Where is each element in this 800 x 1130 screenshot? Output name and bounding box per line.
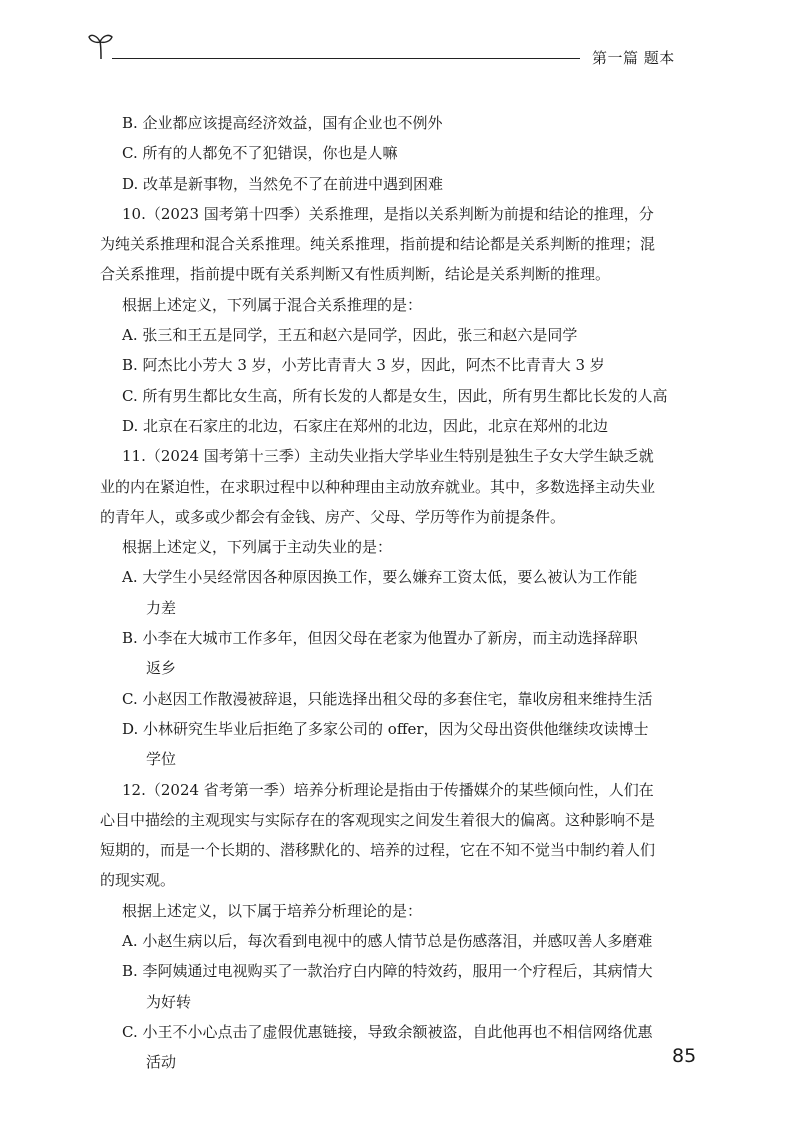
option-line: C. 小赵因工作散漫被辞退，只能选择出租父母的多套住宅，靠收房租来维持生活 xyxy=(122,689,653,708)
option-line: D. 改革是新事物，当然免不了在前进中遇到困难 xyxy=(122,174,444,193)
option-line: A. 大学生小吴经常因各种原因换工作，要么嫌弃工资太低，要么被认为工作能 xyxy=(122,568,638,587)
question-line: 合关系推理，指前提中既有关系判断又有性质判断，结论是关系判断的推理。 xyxy=(100,265,611,284)
sprout-icon xyxy=(88,32,114,60)
header-title: 第一篇 题本 xyxy=(592,49,675,67)
question-line: 为纯关系推理和混合关系推理。纯关系推理，指前提和结论都是关系判断的推理；混 xyxy=(100,235,656,254)
option-line: 学位 xyxy=(146,750,177,769)
option-line: D. 小林研究生毕业后拒绝了多家公司的 offer，因为父母出资供他继续攻读博士 xyxy=(122,719,649,738)
question-line: 根据上述定义，下列属于主动失业的是： xyxy=(122,538,393,557)
option-line: C. 所有男生都比女生高，所有长发的人都是女生，因此，所有男生都比长发的人高 xyxy=(122,386,668,405)
question-line: 业的内在紧迫性，在求职过程中以种种理由主动放弃就业。其中，多数选择主动失业 xyxy=(100,477,656,496)
page-header xyxy=(0,0,800,80)
question-line: 短期的，而是一个长期的、潜移默化的、培养的过程，它在不知不觉当中制约着人们 xyxy=(100,841,656,860)
header-rule xyxy=(112,58,580,59)
option-line: C. 小王不小心点击了虚假优惠链接，导致余额被盗，自此他再也不相信网络优惠 xyxy=(122,1022,653,1041)
option-line: D. 北京在石家庄的北边，石家庄在郑州的北边，因此，北京在郑州的北边 xyxy=(122,416,609,435)
option-line: 力差 xyxy=(146,598,177,617)
question-line: 12.（2024 省考第一季）培养分析理论是指由于传播媒介的某些倾向性，人们在 xyxy=(122,780,654,799)
page-number: 85 xyxy=(672,1045,697,1067)
question-line: 根据上述定义，下列属于混合关系推理的是： xyxy=(122,295,423,314)
option-line: B. 阿杰比小芳大 3 岁，小芳比青青大 3 岁，因此，阿杰不比青青大 3 岁 xyxy=(122,356,605,375)
option-line: 返乡 xyxy=(146,659,177,678)
question-line: 心目中描绘的主观现实与实际存在的客观现实之间发生着很大的偏离。这种影响不是 xyxy=(100,810,656,829)
option-line: C. 所有的人都免不了犯错误，你也是人嘛 xyxy=(122,144,398,163)
option-line: 为好转 xyxy=(146,992,192,1011)
option-line: 活动 xyxy=(146,1053,177,1072)
question-line: 的现实观。 xyxy=(100,871,176,890)
page-content xyxy=(100,108,700,1078)
option-line: A. 张三和王五是同学，王五和赵六是同学，因此，张三和赵六是同学 xyxy=(122,326,578,345)
option-line: B. 企业都应该提高经济效益，国有企业也不例外 xyxy=(122,114,443,132)
question-line: 10.（2023 国考第十四季）关系推理，是指以关系判断为前提和结论的推理，分 xyxy=(122,204,654,223)
question-line: 根据上述定义，以下属于培养分析理论的是： xyxy=(122,901,423,920)
option-line: B. 小李在大城市工作多年，但因父母在老家为他置办了新房，而主动选择辞职 xyxy=(122,629,638,648)
option-line: B. 李阿姨通过电视购买了一款治疗白内障的特效药，服用一个疗程后，其病情大 xyxy=(122,962,653,981)
question-line: 11.（2024 国考第十三季）主动失业指大学毕业生特别是独生子女大学生缺乏就 xyxy=(122,447,654,466)
question-line: 的青年人，或多或少都会有金钱、房产、父母、学历等作为前提条件。 xyxy=(100,507,566,526)
option-line: A. 小赵生病以后，每次看到电视中的感人情节总是伤感落泪，并感叹善人多磨难 xyxy=(122,932,653,951)
